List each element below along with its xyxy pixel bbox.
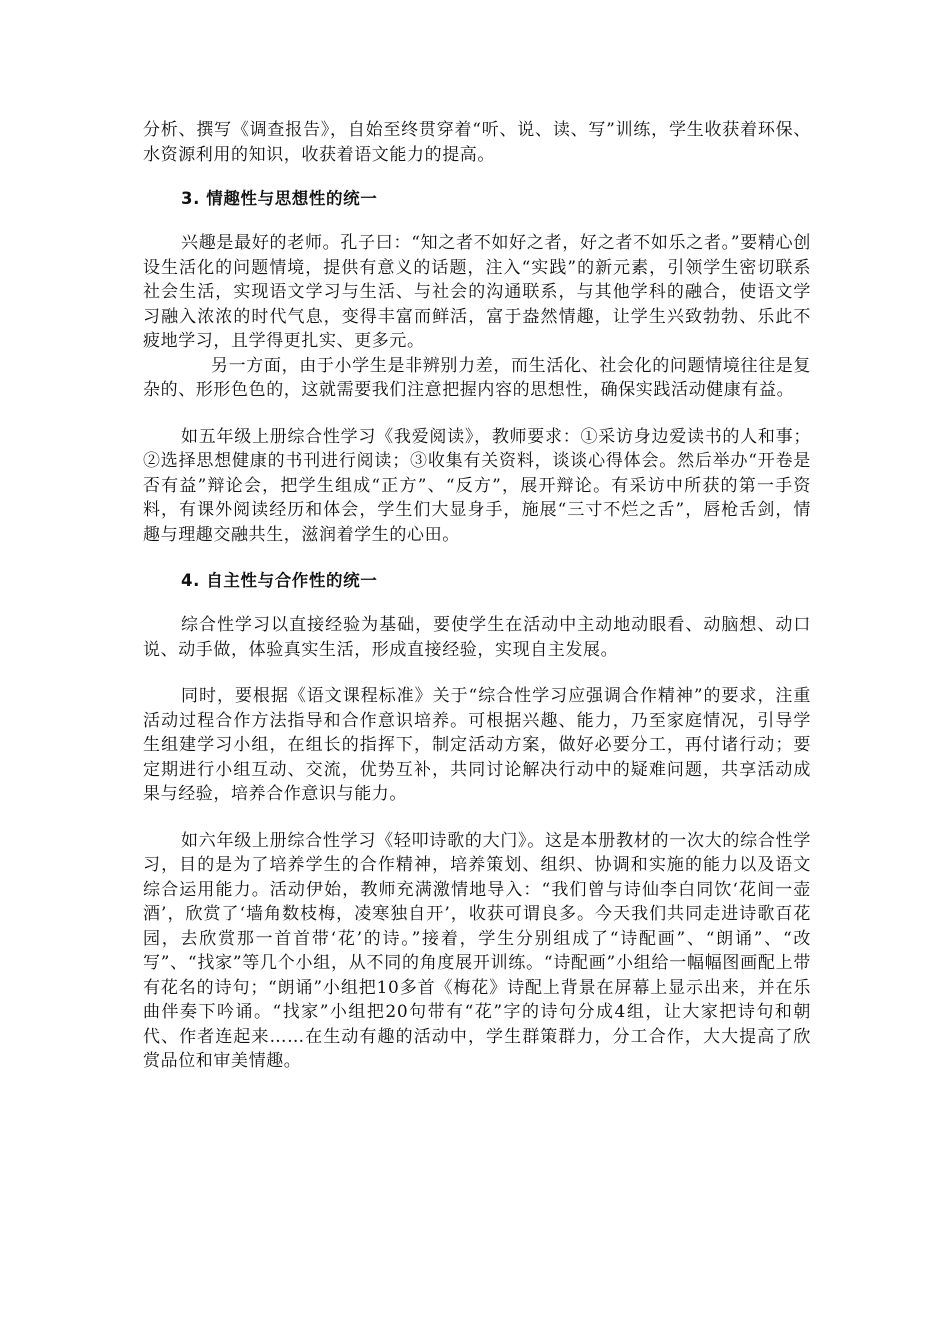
paragraph-example-grade6: 如六年级上册综合性学习《轻叩诗歌的大门》。这是本册教材的一次大的综合性学习，目的是为了培养学生的合作精神，培养策划、组织、协调和实施的能力以及语文综合运用能力。活动伊始，教师充满激情地导入：“我们曾与诗仙李白同饮‘花间一壶酒’，欣赏了‘墙角数枝梅，凌寒独自开’，收获可谓良多。今天我们共同走进诗歌百花园，去欣赏那一首首带‘花’的诗。”接着，学生分别组成了“诗配画”、“朗诵”、“改写”、“找家”等几个小组，从不同的角度展开训练。“诗配画”小组给一幅幅图画配上带有花名的诗句；“朗诵”小组把10多首《梅花》诗配上背景在屏幕上显示出来，并在乐曲伴奏下吟诵。“找家”小组把20句带有“花”字的诗句分成4组，让大家把诗句和朝代、作者连起来……在生动有趣的活动中，学生群策群力，分工合作，大大提高了欣赏品位和审美情趣。 [143, 830, 811, 1071]
spacer [143, 403, 811, 425]
spacer [143, 167, 811, 187]
spacer [143, 547, 811, 569]
paragraph-cooperation: 同时，要根据《语文课程标准》关于“综合性学习应强调合作精神”的要求，注重活动过程合作方法指导和合作意识培养。可根据兴趣、能力，乃至家庭情况，引导学生组建学习小组，在组长的指挥下，制定活动方案，做好必要分工，再付诸行动；要定期进行小组互动、交流，优势互补，共同讨论解决行动中的疑难问题，共享活动成果与经验，培养合作意识与能力。 [143, 686, 811, 804]
spacer [143, 662, 811, 684]
document-page [143, 118, 811, 1074]
section-heading-4: 4. 自主性与合作性的统一 [181, 571, 378, 590]
paragraph-other-hand: 另一方面，由于小学生是非辨别力差，而生活化、社会化的问题情境往往是复杂的、形形色色的，这就需要我们注意把握内容的思想性，确保实践活动健康有益。 [143, 355, 811, 400]
spacer [143, 211, 811, 231]
spacer [143, 593, 811, 613]
paragraph-example-grade5: 如五年级上册综合性学习《我爱阅读》，教师要求：①采访身边爱读书的人和事；②选择思想健康的书刊进行阅读；③收集有关资料，谈谈心得体会。然后举办“开卷是否有益”辩论会，把学生组成“正方”、“反方”，展开辩论。有采访中所获的第一手资料，有课外阅读经历和体会，学生们大显身手，施展“三寸不烂之舌”，唇枪舌剑，情趣与理趣交融共生，滋润着学生的心田。 [143, 426, 811, 545]
section-heading-3: 3. 情趣性与思想性的统一 [181, 189, 378, 208]
spacer [143, 807, 811, 829]
paragraph-intro: 分析、撰写《调查报告》，自始至终贯穿着“听、说、读、写”训练，学生收获着环保、水资源利用的知识，收获着语文能力的提高。 [143, 120, 811, 165]
paragraph-autonomy: 综合性学习以直接经验为基础，要使学生在活动中主动地动眼看、动脑想、动口说、动手做，体验真实生活，形成直接经验，实现自主发展。 [143, 615, 811, 660]
paragraph-interest: 兴趣是最好的老师。孔子曰：“知之者不如好之者，好之者不如乐之者。”要精心创设生活化的问题情境，提供有意义的话题，注入“实践”的新元素，引领学生密切联系社会生活，实现语文学习与生活、与社会的沟通联系，与其他学科的融合，使语文学习融入浓浓的时代气息，变得丰富而鲜活，富于盎然情趣，让学生兴致勃勃、乐此不疲地学习，且学得更扎实、更多元。 [143, 233, 811, 351]
